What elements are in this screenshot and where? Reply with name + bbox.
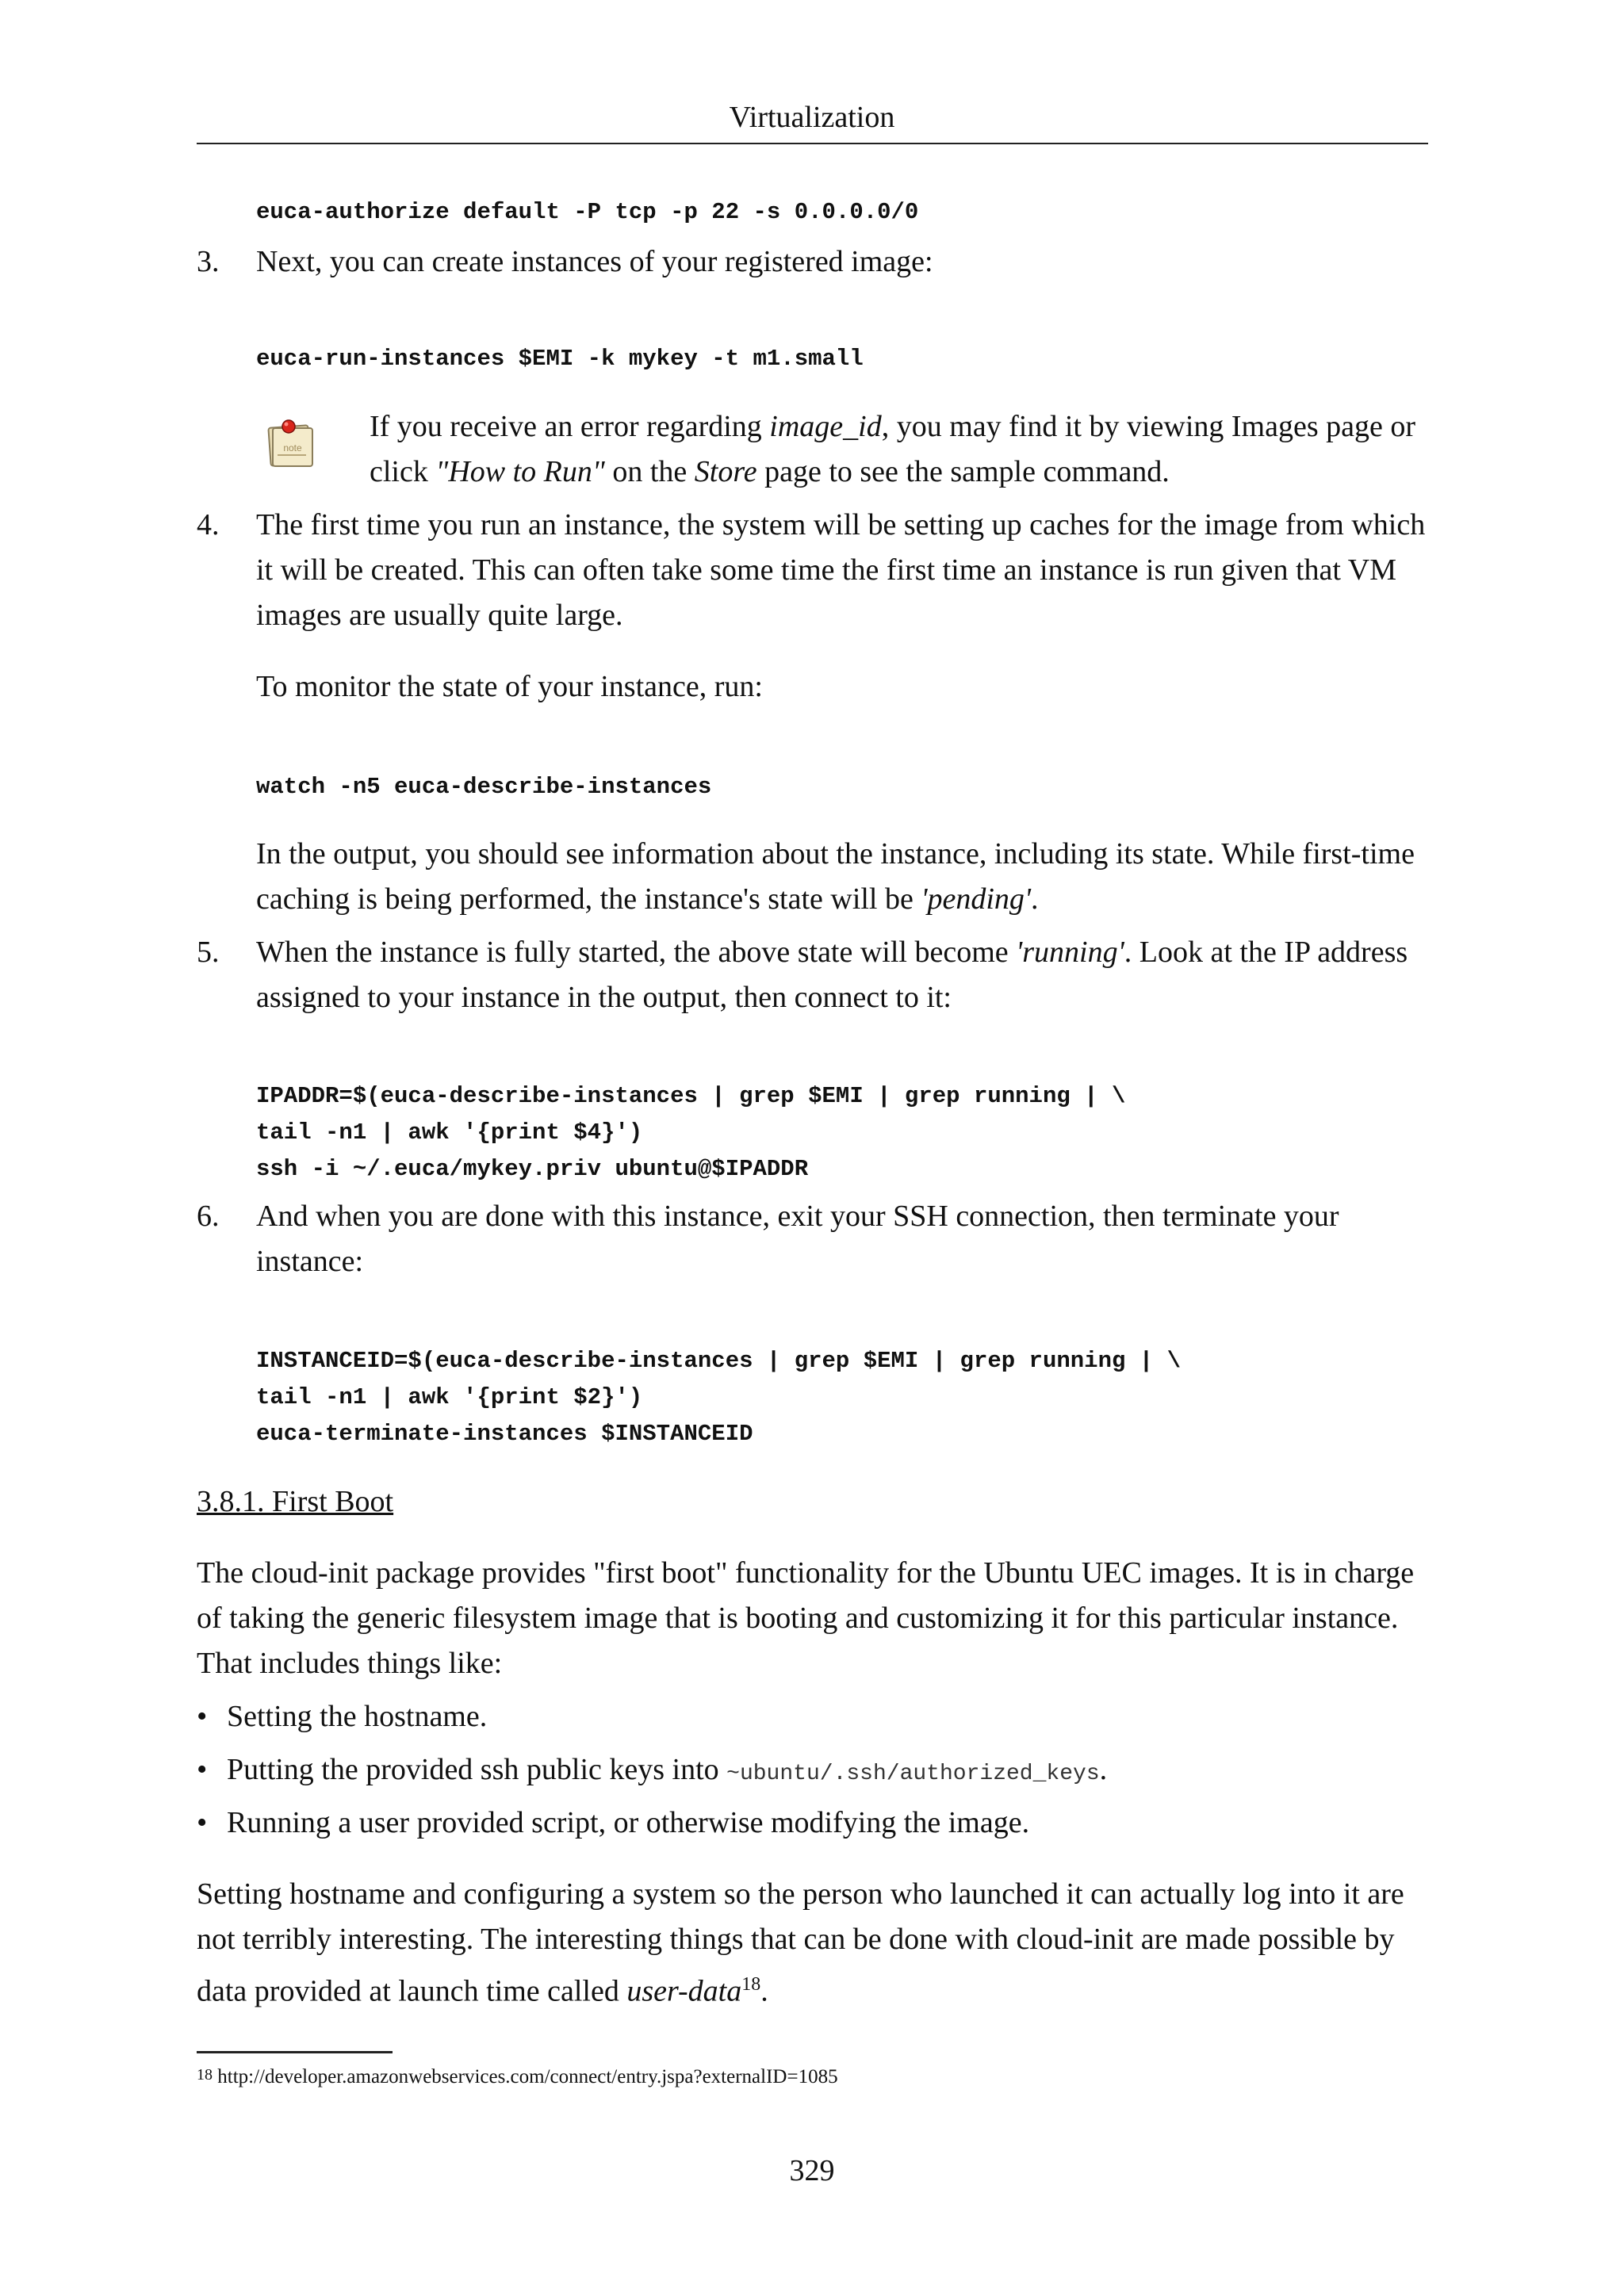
code-watch: watch -n5 euca-describe-instances bbox=[256, 774, 712, 800]
note-text: If you receive an error regarding image_id, you may find it by viewing Images page or click "How to Run" on the Store page to see the sample command. bbox=[370, 410, 1416, 488]
bullet-symbol: • bbox=[197, 1806, 208, 1839]
code-line: ssh -i ~/.euca/mykey.priv ubuntu@$IPADDR bbox=[256, 1156, 809, 1182]
output-paragraph: In the output, you should see information about the instance, including its state. While first-time caching is being performed, the instance's state will be 'pending'. bbox=[256, 837, 1415, 916]
footnote-number: 18 bbox=[197, 2066, 213, 2084]
code-block-ipaddr bbox=[256, 1078, 1125, 1188]
bullet-item-ssh-keys: Putting the provided ssh public keys into ~ubuntu/.ssh/authorized_keys. bbox=[227, 1753, 1108, 1786]
code-euca-run-instances: euca-run-instances $EMI -k mykey -t m1.small bbox=[256, 346, 864, 372]
step-number-6: 6. bbox=[197, 1200, 220, 1233]
footnote-reference: 18 bbox=[741, 1974, 761, 1995]
bullet-item-script: Running a user provided script, or otherwise modifying the image. bbox=[227, 1806, 1030, 1839]
code-line: tail -n1 | awk '{print $2}') bbox=[256, 1384, 643, 1410]
step-4-text: The first time you run an instance, the system will be setting up caches for the image from which it will be created. This can often take some time the first time an instance is run given that VM images are usually quite large. bbox=[256, 508, 1426, 632]
code-line: IPADDR=$(euca-describe-instances | grep $EMI | grep running | \ bbox=[256, 1083, 1126, 1109]
header-rule bbox=[197, 143, 1428, 144]
bullet-item-hostname: Setting the hostname. bbox=[227, 1700, 488, 1733]
code-line: INSTANCEID=$(euca-describe-instances | grep $EMI | grep running | \ bbox=[256, 1348, 1181, 1374]
footnote-rule bbox=[197, 2051, 393, 2053]
step-number-3: 3. bbox=[197, 245, 220, 278]
code-block-instanceid bbox=[256, 1343, 1181, 1452]
footnote-url: http://developer.amazonwebservices.com/connect/entry.jspa?externalID=1085 bbox=[217, 2066, 838, 2087]
step-6-text: And when you are done with this instance, exit your SSH connection, then terminate your instance: bbox=[256, 1200, 1339, 1278]
step-number-5: 5. bbox=[197, 936, 220, 969]
note-icon bbox=[266, 417, 316, 471]
section-heading: 3.8.1. First Boot bbox=[197, 1485, 394, 1518]
step-4-monitor-text: To monitor the state of your instance, run: bbox=[256, 670, 763, 703]
bullet-symbol: • bbox=[197, 1700, 208, 1733]
bullet-symbol: • bbox=[197, 1753, 208, 1786]
body-paragraph-user-data: Setting hostname and configuring a system so the person who launched it can actually log into it are not terribly interesting. The interesting things that can be done with cloud-init are made possible by data provided at launch time called user-data$^{18}$. bbox=[197, 1877, 1404, 2008]
footnote bbox=[197, 2061, 838, 2093]
code-euca-authorize: euca-authorize default -P tcp -p 22 -s 0.0.0.0/0 bbox=[256, 199, 919, 225]
body-paragraph-cloud-init: The cloud-init package provides "first boot" functionality for the Ubuntu UEC images. It is in charge of taking the generic filesystem image that is booting and customizing it for this particular instance. That includes things like: bbox=[197, 1556, 1415, 1680]
step-3-text: Next, you can create instances of your registered image: bbox=[256, 245, 933, 278]
code-line: tail -n1 | awk '{print $4}') bbox=[256, 1119, 643, 1146]
note-icon-label: note bbox=[283, 442, 302, 453]
page-header-title: Virtualization bbox=[729, 101, 895, 134]
code-line: euca-terminate-instances $INSTANCEID bbox=[256, 1421, 753, 1447]
page-number: 329 bbox=[789, 2154, 835, 2187]
step-number-4: 4. bbox=[197, 508, 220, 541]
step-5-text: When the instance is fully started, the above state will become 'running'. Look at the IP address assigned to your instance in the output, then connect to it: bbox=[256, 936, 1408, 1014]
